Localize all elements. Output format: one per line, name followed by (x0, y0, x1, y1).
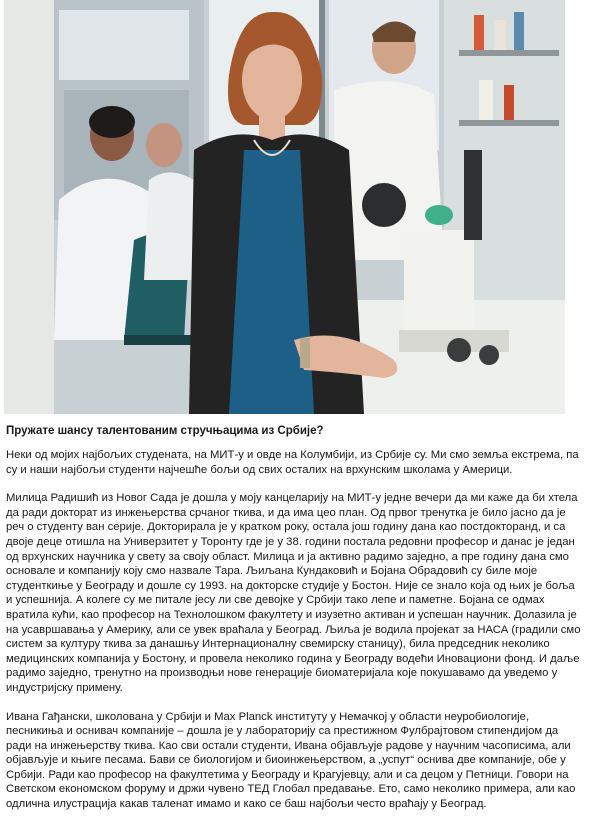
article-photo (4, 0, 565, 414)
article-body (6, 424, 584, 826)
article-question-heading: Пружате шансу талентованим стручњацима из Србије? (6, 425, 324, 437)
article-paragraph-1: Неки од мојих најбољих студената, на МИТ-у и овде на Колумбији, из Србије су. Ми смо земља екстрема, па су и наши најбољи студенти најчешће бољи од свих осталих на врхунским школама у Америци. (6, 449, 579, 476)
article-paragraph-2: Милица Радишић из Новог Сада је дошла у мојy канцеларију на МИТ-у једне вечери да ми каже да би хтела да ради докторат из инжењерства срчаног ткива, и да има цео план. Од првог тренутка је било јасно да је реч о студенту ван серије. Докторирала је у кратком року, остала још годину дана као постдокторанд, и са двоје деце отишла на Универзитет у Торонту где је у 38. години постала редовни професор и данас је један од врхунских научника у свету за своју област. Милица и ја активно радимо заједно, а пре годину дана смо основале и компанију коју смо назвале Тара. Љиљана Кундаковић и Бојана Обрадовић су биле моје студенткиње у Београду и дошле су 1993. на докторске студије у Бостон. Није се знало која од њих је боља и успешнија. А колеге су ме питале јесу ли све девојке у Србији тако лепе и паметне. Бојана се одмах вратила кући, као професор на Технолошком факултету и изузетно активан и успешан научник. Долазила је на усавршавања у Америку, али се увек враћала у Београд. Љиља је водила пројекат за НАСА (градили смо систем за културу ткива за данашњу Интернационалну свемирску станицу), била председник неколико медицинских компанија у Бостону, и провела неколико година у Београду водећи Иновациони фонд. И даље радимо заједно, тренутно на производњи нове генерације биоматеријала које покушавамо да уведемо у индустријску примену. (6, 492, 581, 694)
article-paragraph-3: Ивана Гађански, школована у Србији и Max Planck институту у Немачкој у области неуробиологије, песникиња и оснивач компаније – дошла је у лабораторију са престижном Фулбрајтовом стипендијом да ради на инжењерству ткива. Као сви остали студенти, Ивана објављује радове у научним часописима, али објављује и књиге песама. Бави се биологијом и биоинжењерством, а „успут“ оснива две компаније, обе у Србији. Ради као професор на факултетима у Београду и Крагујевцу, али и са децом у Петници. Говори на Светском економском форуму и држи чувено ТЕД Глобал предавање. Ето, само неколико примера, али као одлична илустрација какав таленат имамо и како се баш најбољи често враћају у Београд. (6, 710, 576, 811)
lab-scene-image (4, 0, 565, 414)
